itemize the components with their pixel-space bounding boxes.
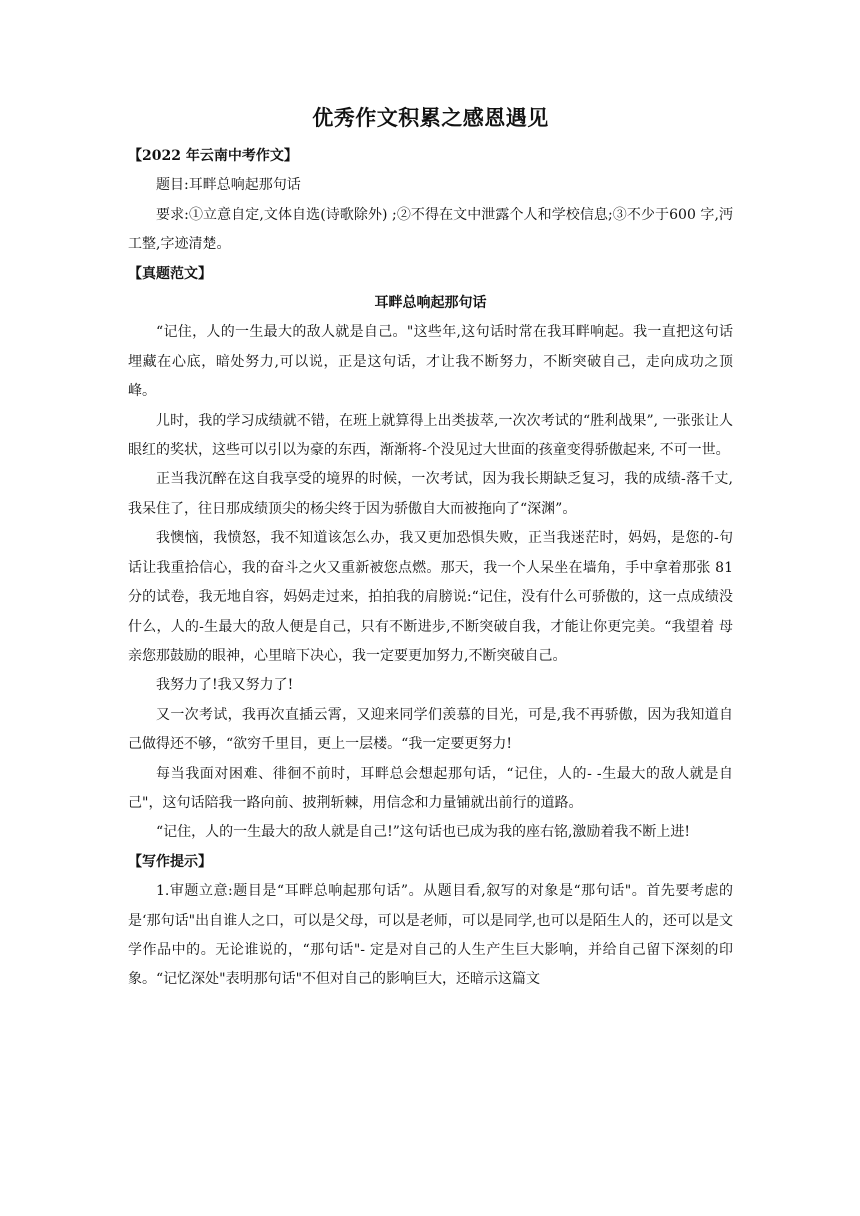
section-heading-sample: 【真题范文】 — [128, 265, 212, 282]
essay-paragraph: “记住，人的一生最大的敌人就是自己。"这些年,这句话时常在我耳畔响起。我一直把这句话埋藏在心底，暗处努力,可以说，正是这句话，才让我不断努力，不断突破自己，走向成功之顶峰。 — [128, 324, 733, 400]
essay-paragraph: 每当我面对困难、徘徊不前时，耳畔总会想起那句话，“记住，人的- -生最大的敌人就是自己"，这句话陪我一路向前、披荆斩棘，用信念和力量铺就出前行的道路。 — [128, 765, 733, 811]
essay-paragraph: 又一次考试，我再次直插云霄，又迎来同学们羡慕的目光，可是,我不再骄傲，因为我知道自己做得还不够，“欲穷千里目，更上一层楼。“我一定要更努力! — [128, 706, 733, 753]
section-heading-tips: 【写作提示】 — [128, 853, 212, 870]
tips-paragraph: 1.审题立意:题目是“耳畔总响起那句话”。从题目看,叙写的对象是“那句话"。首先要考虑的是‘那句话"出自谁人之口，可以是父母，可以是老师，可以是同学,也可以是陌生人的，还可以是文学作品中的。无论谁说的，“那句话"- 定是对自己的人生产生巨大影响，并给自己留下深刻的印象。“记忆深处"表明那句话"不但对自己的影响巨大，还暗示这篇文 — [128, 883, 733, 988]
essay-paragraph: 我懊恼，我愤怒，我不知道该怎么办，我又更加恐惧失败，正当我迷茫时，妈妈，是您的-句话让我重拾信心，我的奋斗之火又重新被您点燃。那天，我一个人呆坐在墙角，手中拿着那张 81 分的试卷，我无地自容，妈妈走过来，拍拍我的肩膀说:“记住，没有什么可骄傲的，这一点成绩没什么，人的-生最大的敌人便是自己，只有不断进步,不断突破自我，才能让你更完美。“我望着 母亲您那鼓励的眼神，心里暗下决心，我一定要更加努力,不断突破自己。 — [128, 530, 733, 664]
essay-paragraph: 儿时，我的学习成绩就不错，在班上就算得上出类拔萃,一次次考试的“胜利战果”, 一张张让人眼红的奖状，这些可以引以为豪的东西，渐渐将-个没见过大世面的孩童变得骄傲起来, 不可一世。 — [128, 412, 733, 459]
section-heading-exam: 【2022 年云南中考作文】 — [128, 148, 298, 164]
document-title: 优秀作文积累之感恩遇见 — [312, 105, 549, 130]
essay-paragraph: 正当我沉醉在这自我享受的境界的时候，一次考试，因为我长期缺乏复习，我的成绩-落千丈,我呆住了，往日那成绩顶尖的杨尖终于因为骄傲自大而被拖向了“深渊”。 — [128, 471, 733, 517]
prompt-requirements: 要求:①立意自定,文体自选(诗歌除外) ;②不得在文中泄露个人和学校信息;③不少于600 字,沔工整,字迹清楚。 — [128, 206, 733, 253]
essay-paragraph: 我努力了!我又努力了! — [156, 677, 294, 694]
document-page — [128, 100, 733, 995]
essay-title: 耳畔总响起那句话 — [374, 295, 487, 312]
essay-paragraph: “记住，人的一生最大的敌人就是自己!”这句话也已成为我的座右铭,激励着我不断上进! — [156, 824, 691, 841]
prompt-topic: 题目:耳畔总响起那句话 — [156, 177, 301, 194]
